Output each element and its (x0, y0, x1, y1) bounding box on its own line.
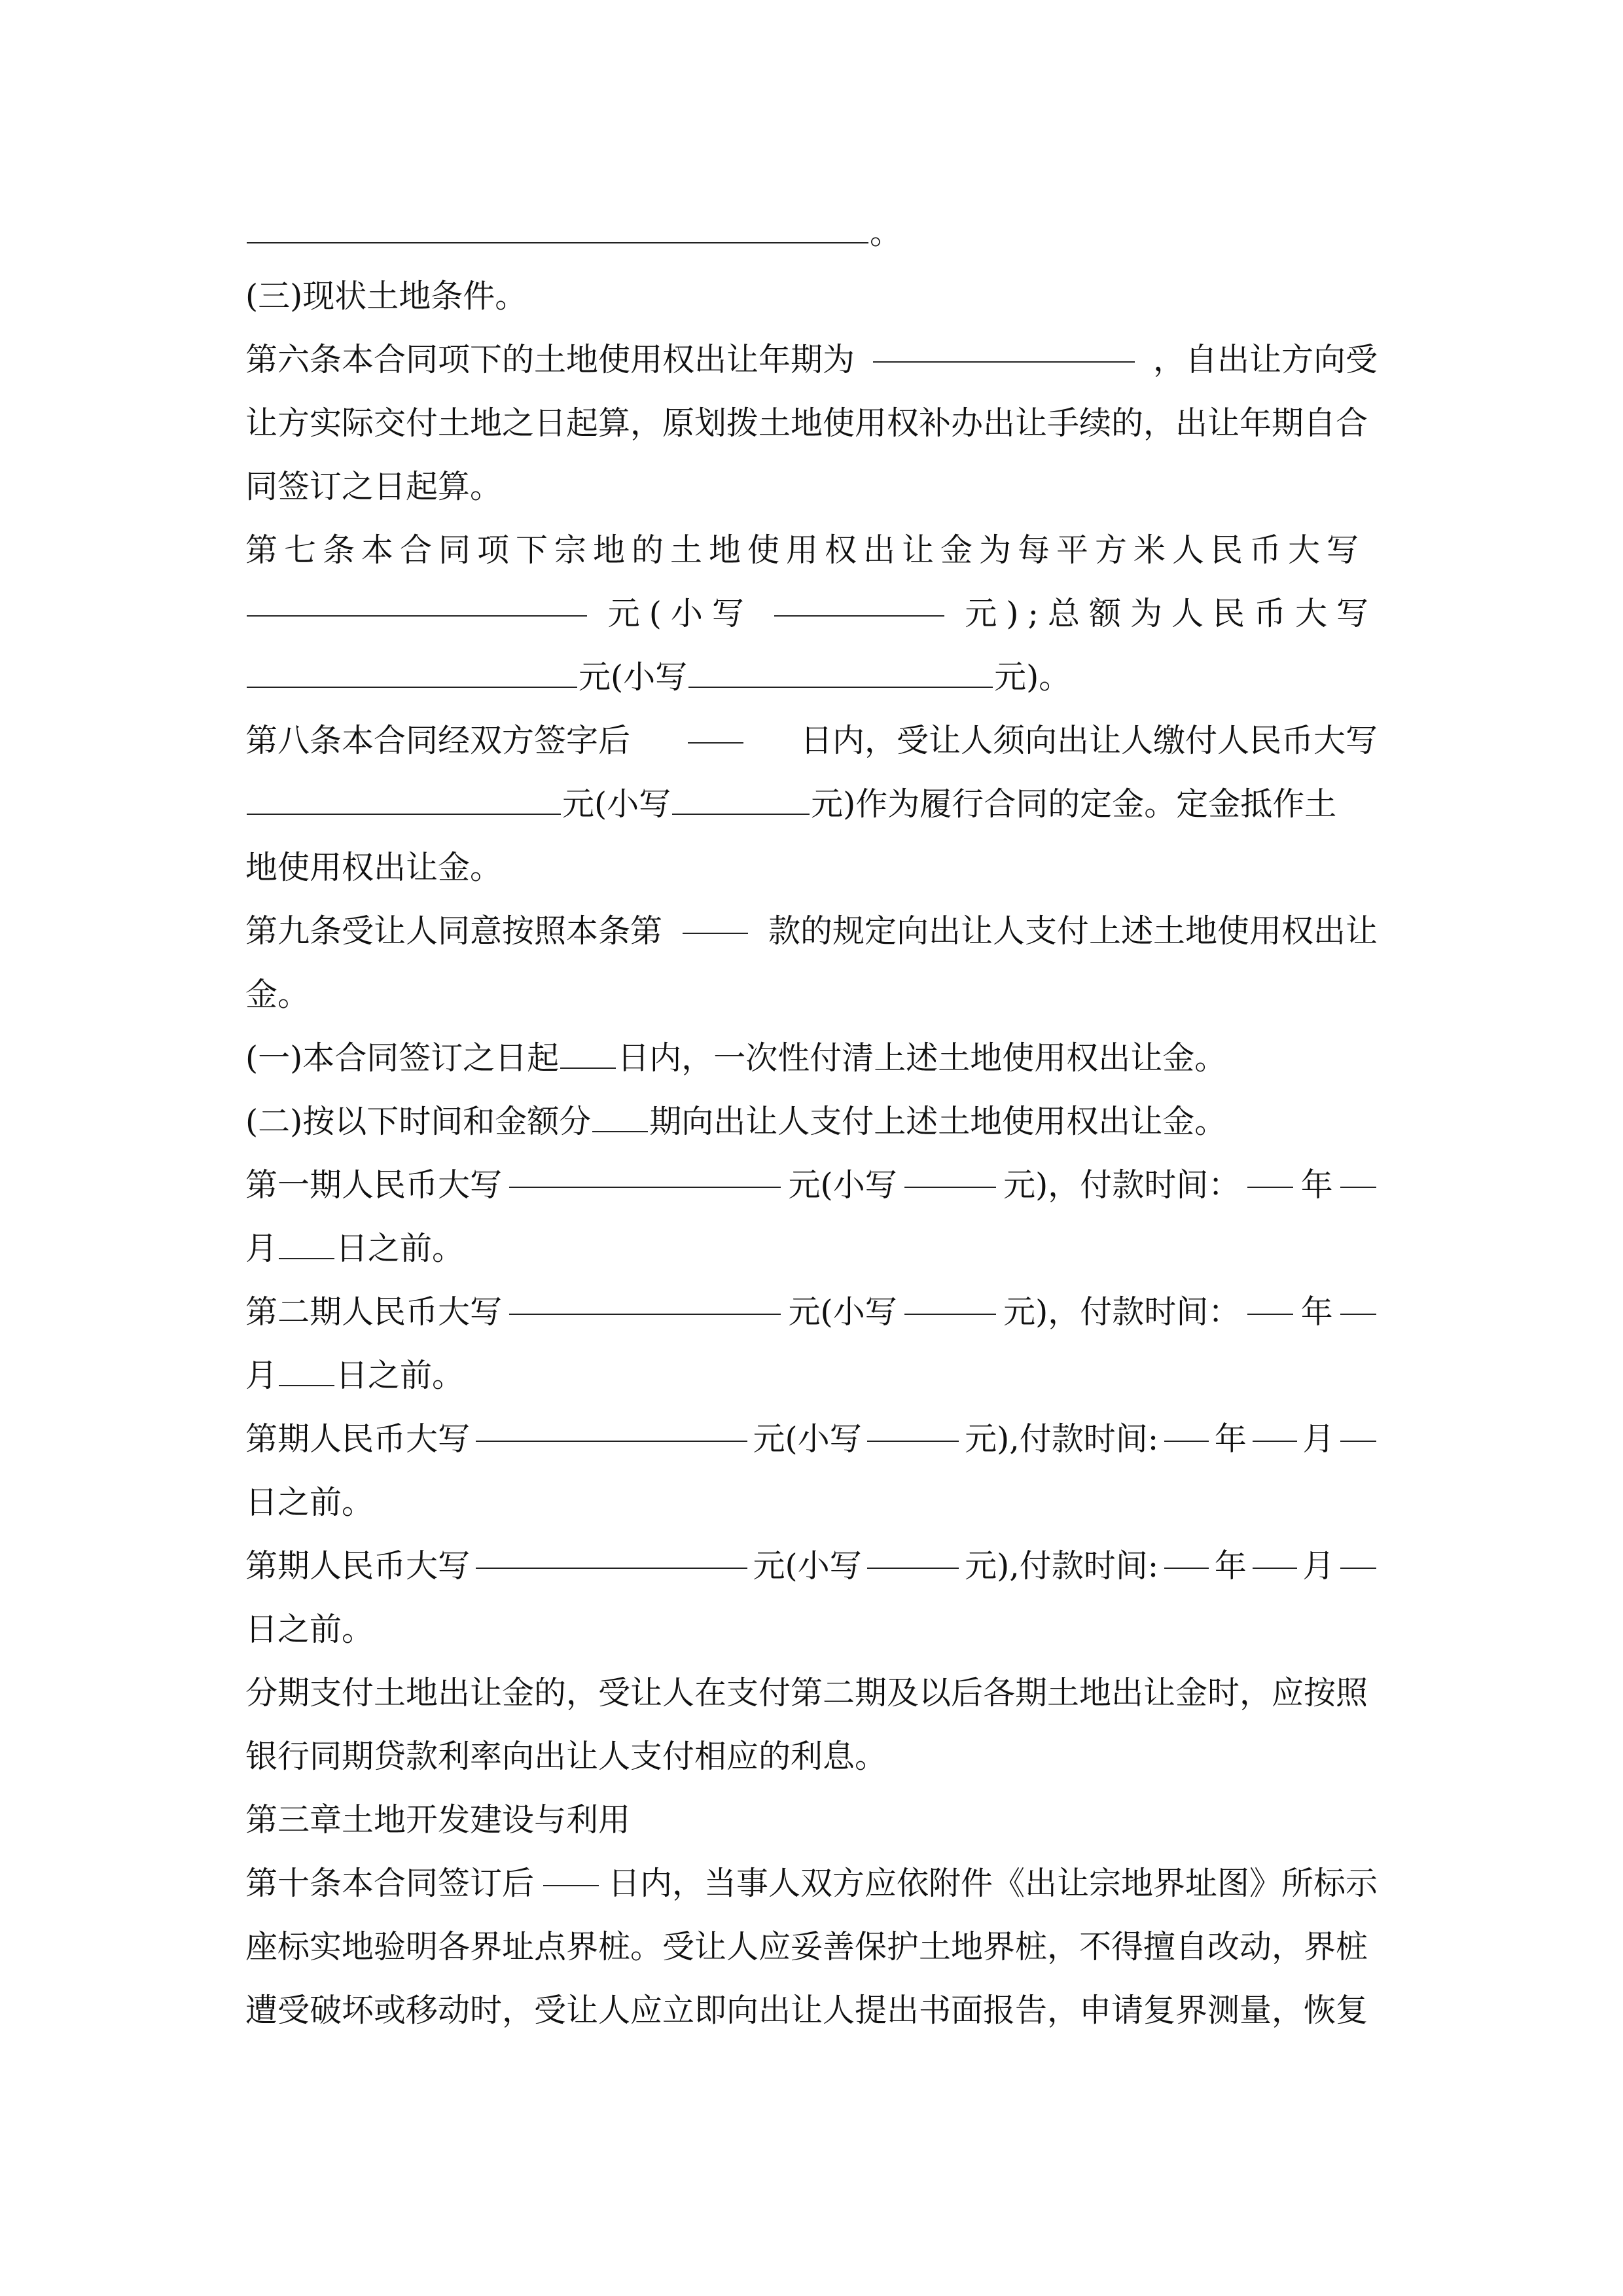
fill-blank (247, 786, 561, 815)
fill-blank (1253, 1540, 1297, 1569)
text-line: 座标实地验明各界址点界桩。受让人应妥善保护土地界桩，不得擅自改动，界桩 (245, 1928, 1368, 1965)
fill-blank (1247, 1286, 1293, 1315)
text-line: 第七条本合同项下宗地的土地使用权出让金为每平方米人民币大写 (245, 531, 1366, 569)
text-line: 银行同期贷款利率向出让人支付相应的利息。 (245, 1738, 887, 1775)
fill-blank (247, 659, 577, 688)
text-line: (三)现状土地条件。 (245, 278, 527, 315)
text-line: 月 日之前。 (245, 1230, 465, 1267)
fill-blank (592, 1103, 648, 1132)
fill-blank (873, 334, 1135, 363)
fill-blank (683, 905, 748, 934)
text-line: 让方实际交付土地之日起算，原划拨土地使用权补办出让手续的，出让年期自合 (245, 404, 1368, 442)
fill-blank (560, 1040, 616, 1069)
text-line: 日之前。 (245, 1611, 374, 1648)
text-line: 同签订之日起算。 (245, 468, 503, 505)
text-line: 。 (245, 207, 1378, 259)
text-line: 遭受破坏或移动时，受让人应立即向出让人提出书面报告，申请复界测量，恢复 (245, 1992, 1368, 2029)
text-line: 第八条本合同经双方签字后 日内，受让人须向出让人缴付人民币大写 (245, 715, 1378, 767)
fill-blank (1164, 1413, 1209, 1442)
fill-blank (867, 1413, 959, 1442)
fill-blank (476, 1413, 747, 1442)
text-line: 分期支付土地出让金的，受让人在支付第二期及以后各期土地出让金时，应按照 (245, 1674, 1368, 1712)
fill-blank (476, 1540, 747, 1569)
fill-blank (247, 215, 868, 243)
text-line: (一)本合同签订之日起 日内，一次性付清上述土地使用权出让金。 (245, 1039, 1227, 1077)
text-line: 元(小写 元)作为履行合同的定金。定金抵作土 (245, 778, 1378, 831)
text-line: 月 日之前。 (245, 1357, 465, 1394)
text-line: 第六条本合同项下的土地使用权出让年期为 ，自出让方向受 (245, 334, 1378, 386)
fill-blank (774, 588, 944, 617)
text-line: (二)按以下时间和金额分 期向出让人支付上述土地使用权出让金。 (245, 1103, 1227, 1140)
fill-blank (279, 1357, 334, 1386)
fill-blank (509, 1286, 781, 1315)
text-line: 第二期人民币大写 元(小写 元)，付款时间： 年 (245, 1286, 1378, 1338)
fill-blank (247, 588, 587, 617)
text-line: 元(小写 元)。 (245, 651, 1378, 704)
fill-blank (1340, 1286, 1376, 1315)
text-line: 金。 (245, 976, 310, 1013)
text-line: 第一期人民币大写 元(小写 元)，付款时间： 年 (245, 1159, 1378, 1211)
fill-blank (672, 786, 810, 815)
fill-blank (1340, 1413, 1376, 1442)
fill-blank (543, 1857, 599, 1886)
fill-blank (904, 1286, 996, 1315)
fill-blank (1253, 1413, 1297, 1442)
text-line: 第十条本合同签订后 日内，当事人双方应依附件《出让宗地界址图》所标示 (245, 1857, 1378, 1910)
fill-blank (1247, 1159, 1293, 1188)
text-line: 元(小写 元);总额为人民币大写 (245, 588, 1378, 640)
text-line: 第期人民币大写 元(小写 元),付款时间: 年 月 (245, 1413, 1378, 1465)
fill-blank (1340, 1540, 1376, 1569)
text-line: 第九条受让人同意按照本条第 款的规定向出让人支付上述土地使用权出让 (245, 905, 1378, 958)
fill-blank (1340, 1159, 1376, 1188)
text-line: 日之前。 (245, 1484, 374, 1521)
chapter-heading: 第三章土地开发建设与利用 (245, 1801, 631, 1839)
fill-blank (688, 659, 993, 688)
fill-blank (1164, 1540, 1209, 1569)
fill-blank (867, 1540, 959, 1569)
fill-blank (688, 715, 743, 744)
fill-blank (279, 1230, 334, 1259)
fill-blank (904, 1159, 996, 1188)
fill-blank (509, 1159, 781, 1188)
text-line: 第期人民币大写 元(小写 元),付款时间: 年 月 (245, 1540, 1378, 1592)
text-line: 地使用权出让金。 (245, 849, 503, 886)
